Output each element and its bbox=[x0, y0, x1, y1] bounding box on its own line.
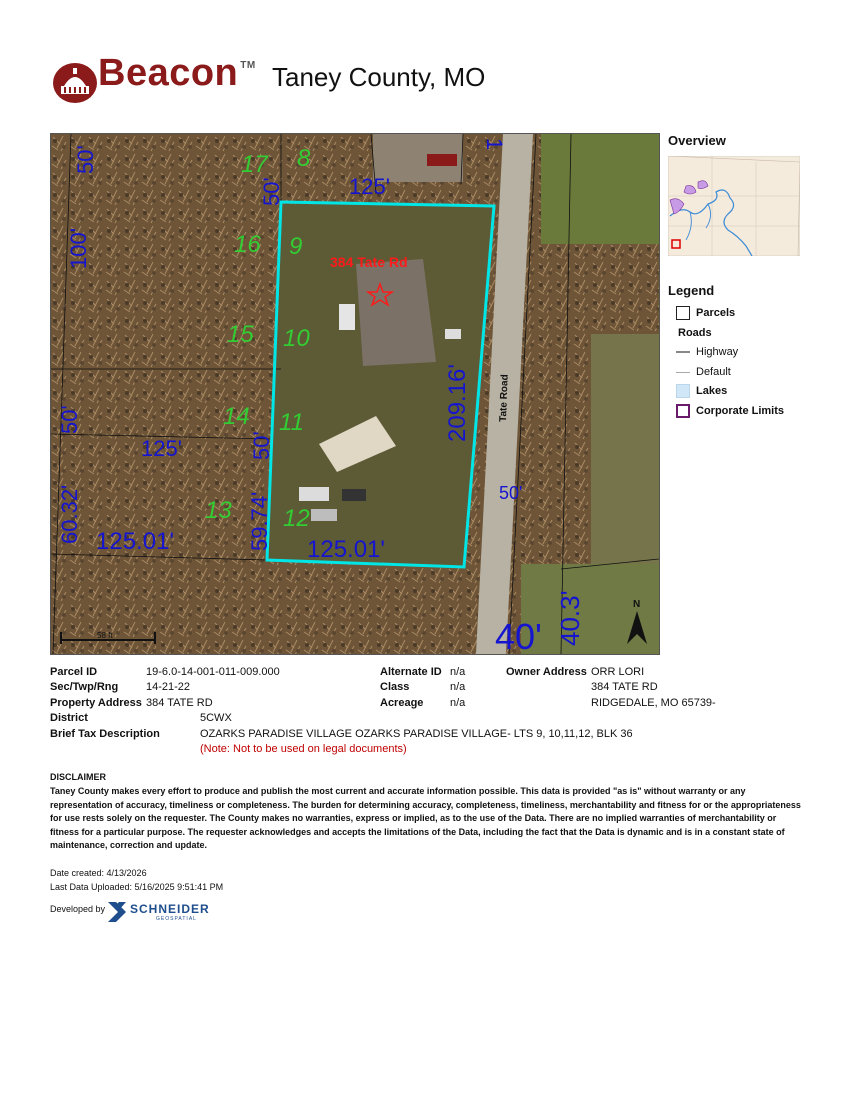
default-line-icon bbox=[676, 372, 690, 373]
parcel-id-value: 19-6.0-14-001-011-009.000 bbox=[146, 666, 280, 678]
dim-125-left: 125' bbox=[141, 436, 182, 461]
vehicle-2 bbox=[342, 489, 366, 501]
developed-by-label: Developed by bbox=[50, 904, 106, 914]
acreage-label: Acreage bbox=[380, 697, 424, 709]
brief-tax-label: Brief Tax Description bbox=[50, 728, 160, 740]
sec-twp-rng-label: Sec/Twp/Rng bbox=[50, 681, 119, 693]
dim-125-01-bottom: 125.01' bbox=[307, 536, 385, 563]
lot-12: 12 bbox=[283, 505, 310, 532]
district-label: District bbox=[50, 712, 88, 724]
lot-17: 17 bbox=[241, 151, 268, 178]
overview-map[interactable] bbox=[668, 156, 800, 256]
house-annex bbox=[339, 304, 355, 330]
corporate-limits-swatch-icon bbox=[676, 404, 690, 418]
brand-logo-text bbox=[98, 52, 256, 95]
dim-1: 1 bbox=[482, 138, 507, 151]
owner-street: 384 TATE RD bbox=[591, 681, 658, 693]
legend-highway bbox=[676, 346, 738, 358]
alternate-id-label: Alternate ID bbox=[380, 666, 442, 678]
property-address-label: Property Address bbox=[50, 697, 142, 709]
dim-100: 100' bbox=[66, 228, 91, 269]
parcels-swatch-icon bbox=[676, 306, 690, 320]
legend-parcels-label: Parcels bbox=[696, 307, 736, 319]
dim-209-16: 209.16' bbox=[444, 364, 471, 442]
beacon-dome-logo-icon bbox=[52, 60, 98, 106]
lot-10: 10 bbox=[283, 325, 310, 352]
north-label: N bbox=[633, 599, 641, 610]
schneider-name: SCHNEIDER bbox=[130, 902, 210, 916]
lawn-area-e bbox=[591, 334, 659, 574]
map-canvas[interactable] bbox=[51, 134, 659, 654]
parcel-map[interactable] bbox=[50, 133, 660, 655]
lot-16: 16 bbox=[234, 231, 261, 258]
house-roof bbox=[356, 259, 436, 366]
dim-125-01-left: 125.01' bbox=[96, 528, 174, 555]
lawn-area-ne bbox=[541, 134, 659, 244]
dim-60-32: 60.32' bbox=[57, 484, 82, 544]
vehicle-1 bbox=[299, 487, 329, 501]
legend-highway-label: Highway bbox=[696, 346, 739, 358]
lot-11: 11 bbox=[279, 409, 304, 436]
address-label: 384 Tate Rd bbox=[330, 254, 408, 270]
disclaimer-text: Taney County makes every effort to produce and publish the most current and accurate information possible. This data is provided "as is" without warranty or any representation of accuracy, timeliness or completeness. The burden for determining accuracy, completeness, timeliness, merchantability and fitness for or the appropriateness for use rests solely on the requester. The County makes no warranties, express or implied, as to the use of the Data. There are no implied warranties of merchantability or fitness for a particular purpose. The requester acknowledges and accepts the limitations of the Data, including the fact that the Data is dynamic and is in a constant state of maintenance, correction and update. bbox=[50, 786, 801, 850]
dim-125-top: 125' bbox=[349, 174, 390, 199]
trademark-mark: TM bbox=[240, 60, 256, 71]
disclaimer-title: DISCLAIMER bbox=[50, 772, 106, 782]
page-title: Taney County, MO bbox=[272, 62, 486, 92]
lot-15: 15 bbox=[227, 321, 254, 348]
dim-50-road: 50' bbox=[499, 483, 523, 503]
overview-title: Overview bbox=[668, 133, 726, 148]
brand-name: Beacon bbox=[98, 52, 239, 94]
schneider-sub: GEOSPATIAL bbox=[156, 916, 197, 922]
schneider-mark-icon bbox=[106, 900, 128, 924]
dim-50-mid-left: 50' bbox=[57, 405, 82, 434]
lot-9: 9 bbox=[289, 233, 303, 260]
legend-roads-label: Roads bbox=[678, 327, 712, 339]
dim-59-74: 59.74' bbox=[247, 491, 272, 551]
dim-40-3: 40.3' bbox=[555, 590, 585, 646]
district-value: 5CWX bbox=[200, 712, 232, 724]
brief-tax-note: (Note: Not to be used on legal documents) bbox=[200, 743, 407, 755]
class-label: Class bbox=[380, 681, 410, 693]
legend-roads bbox=[678, 327, 712, 339]
road-label: Tate Road bbox=[498, 374, 511, 423]
legend-title: Legend bbox=[668, 283, 715, 298]
owner-address-label: Owner Address bbox=[506, 666, 587, 678]
sec-twp-rng-value: 14-21-22 bbox=[146, 681, 191, 693]
date-created: Date created: 4/13/2026 bbox=[50, 868, 147, 878]
owner-name: ORR LORI bbox=[591, 666, 645, 678]
last-data-uploaded: Last Data Uploaded: 5/16/2025 9:51:41 PM bbox=[50, 882, 224, 892]
lot-13: 13 bbox=[205, 497, 232, 524]
legend-lakes-label: Lakes bbox=[696, 385, 728, 397]
lot-14: 14 bbox=[223, 403, 250, 430]
dim-50-side-mid: 50' bbox=[249, 431, 274, 460]
scale-label: 58 ft bbox=[97, 631, 113, 640]
legend-lakes bbox=[676, 384, 727, 398]
brief-tax-value: OZARKS PARADISE VILLAGE OZARKS PARADISE VILLAGE- LTS 9, 10,11,12, BLK 36 bbox=[200, 728, 633, 740]
legend-corporate-limits-label: Corporate Limits bbox=[696, 405, 785, 417]
dim-40: 40' bbox=[495, 616, 542, 654]
alternate-id-value: n/a bbox=[450, 666, 466, 678]
vehicle-4 bbox=[445, 329, 461, 339]
acreage-value: n/a bbox=[450, 697, 466, 709]
side-panel bbox=[668, 133, 828, 417]
lot-8: 8 bbox=[297, 145, 311, 172]
lakes-swatch-icon bbox=[676, 384, 690, 398]
dim-50-top-left: 50' bbox=[73, 145, 98, 174]
dim-50-side-top: 50' bbox=[259, 177, 284, 206]
parcel-id-label: Parcel ID bbox=[50, 666, 98, 678]
legend-corporate-limits bbox=[676, 404, 784, 418]
vehicle-3 bbox=[311, 509, 337, 521]
property-address-value: 384 TATE RD bbox=[146, 697, 213, 709]
owner-city: RIDGEDALE, MO 65739- bbox=[591, 697, 716, 709]
legend-default-label: Default bbox=[696, 366, 731, 378]
highway-line-icon bbox=[676, 351, 690, 353]
legend-default bbox=[676, 366, 731, 378]
vehicle-5 bbox=[427, 154, 457, 166]
legend-parcels bbox=[676, 306, 735, 320]
class-value: n/a bbox=[450, 681, 466, 693]
